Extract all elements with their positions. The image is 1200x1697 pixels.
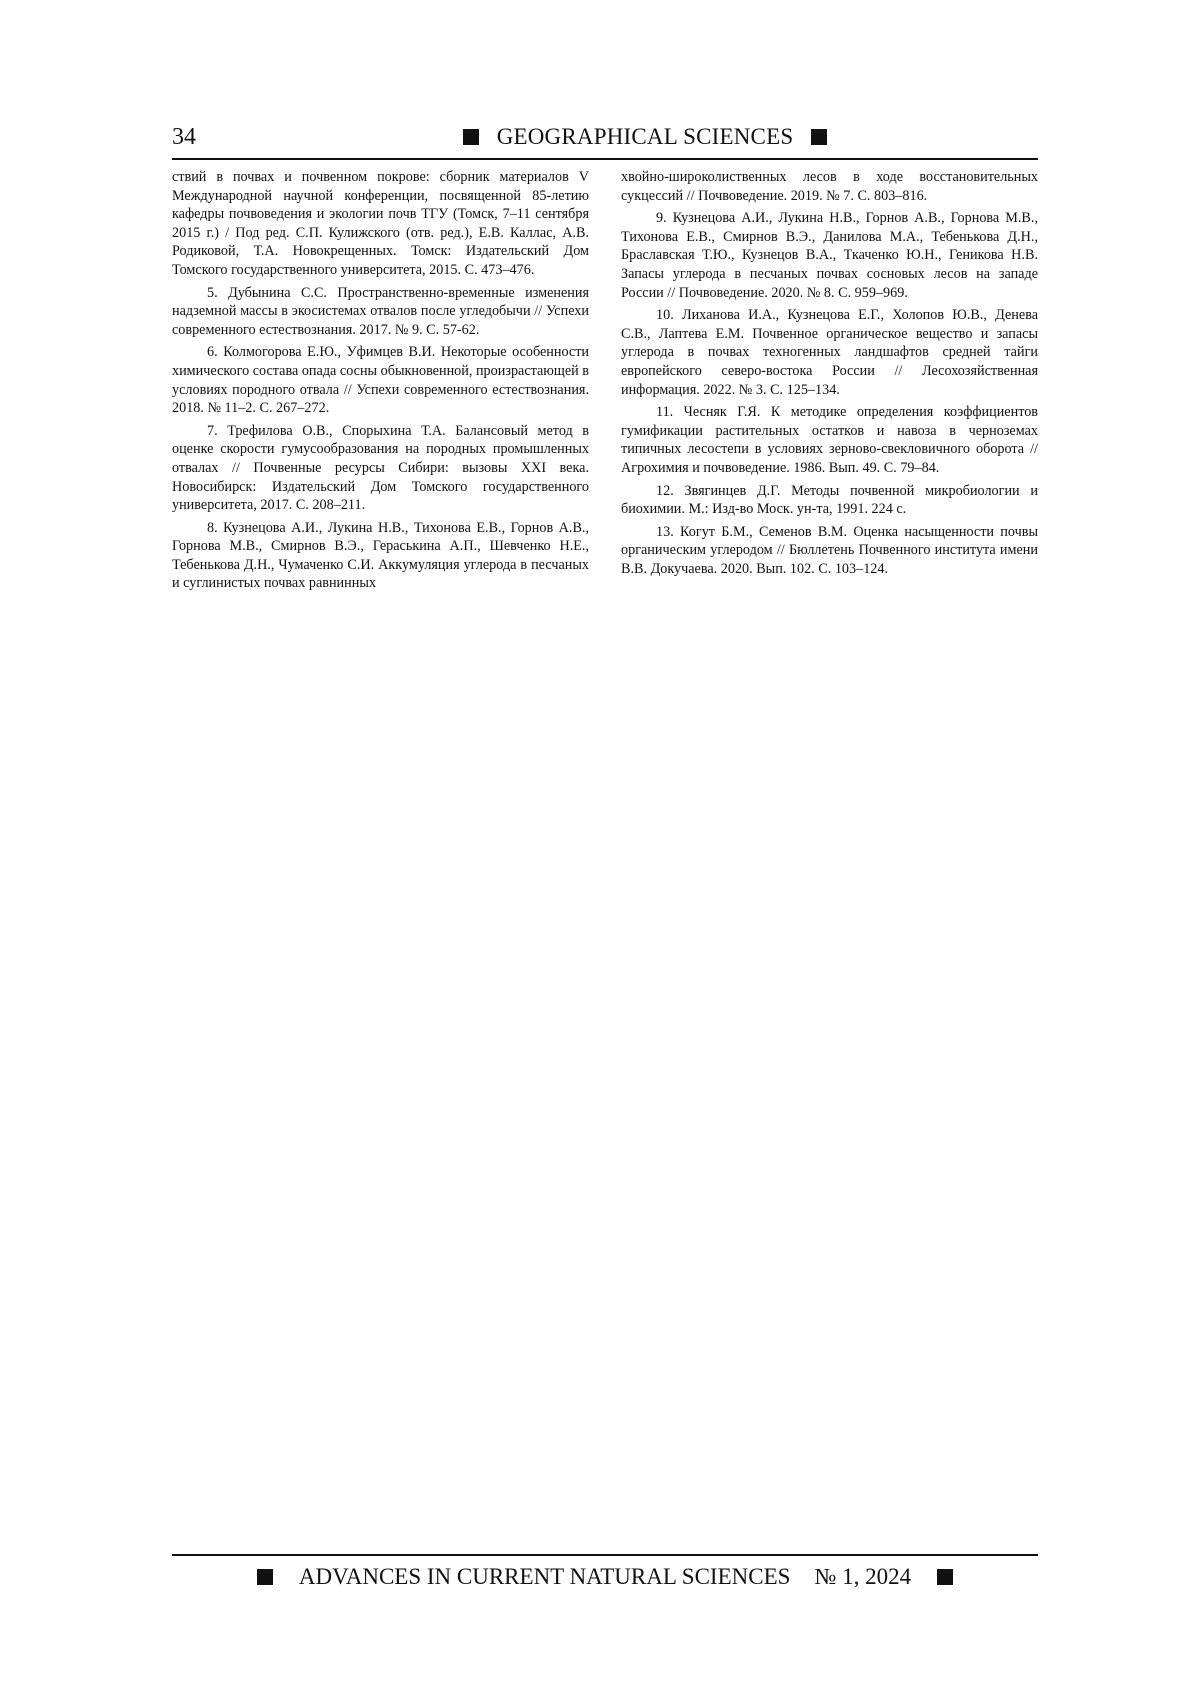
page-header — [172, 118, 1038, 160]
page-footer — [172, 1554, 1038, 1590]
journal-title: ADVANCES IN CURRENT NATURAL SCIENCES — [298, 1564, 791, 1589]
reference-item: 6. Колмогорова Е.Ю., Уфимцев В.И. Некоторые особенности химического состава опада сосны обыкновенной, произрастающей в условиях породного отвала // Успехи современного естествознания. 2018. № 11–2. С. 267–272. — [172, 344, 589, 417]
square-bullet-icon — [811, 129, 827, 145]
reference-item: 12. Звягинцев Д.Г. Методы почвенной микробиологии и биохимии. М.: Изд-во Моск. ун-та, 1991. 224 с. — [621, 482, 1038, 518]
reference-item: хвойно-широколиственных лесов в ходе восстановительных сукцессий // Почвоведение. 2019. № 7. С. 803–816. — [621, 169, 1038, 204]
page-number: 34 — [172, 124, 196, 150]
issue-number: № 1, 2024 — [814, 1564, 912, 1589]
right-column — [621, 168, 1038, 597]
running-head — [422, 124, 1038, 150]
footer-journal-line — [299, 1564, 911, 1590]
reference-item: 5. Дубынина С.С. Пространственно-временные изменения надземной массы в экосистемах отвалов после угледобычи // Успехи современного естествознания. 2017. № 9. С. 57-62. — [172, 284, 589, 338]
reference-item: 11. Чесняк Г.Я. К методике определения коэффициентов гумификации растительных остатков и навоза в черноземах типичных лесостепи в условиях зерново-свекловичного оборота // Агрохимия и почвоведение. 1986. Вып. 49. С. 79–84. — [621, 404, 1038, 476]
reference-item: 9. Кузнецова А.И., Лукина Н.В., Горнов А.В., Горнова М.В., Тихонова Е.В., Смирнов В.Э., Данилова М.А., Тебенькова Д.Н., Браславская Т.Ю., Кузнецов В.А., Ткаченко Ю.Н., Геникова Н.В. Запасы углерода в песчаных почвах сосновых лесов на западе России // Почвоведение. 2020. № 8. С. 959–969. — [621, 210, 1038, 301]
square-bullet-icon — [463, 129, 479, 145]
section-title: GEOGRAPHICAL SCIENCES — [496, 124, 794, 149]
reference-item: 7. Трефилова О.В., Спорыхина Т.А. Балансовый метод в оценке скорости гумусообразования на породных промышленных отвалах // Почвенные ресурсы Сибири: вызовы XXI века. Новосибирск: Издательский Дом Томского государственного университета, 2017. С. 208–211. — [172, 422, 589, 514]
reference-item: 10. Лиханова И.А., Кузнецова Е.Г., Холопов Ю.В., Денева С.В., Лаптева Е.М. Почвенное органическое вещество и запасы углерода в почвах техногенных ландшафтов средней тайги европейского северо-востока России // Лесохозяйственная информация. 2022. № 3. С. 125–134. — [621, 307, 1038, 398]
reference-item: ствий в почвах и почвенном покрове: сборник материалов V Международной научной конференции, посвященной 85-летию кафедры почвоведения и экологии почв ТГУ (Томск, 7–11 сентября 2015 г.) / Под ред. С.П. Кулижского (отв. ред.), Е.В. Каллас, А.В. Родиковой, Т.А. Новокрещенных. Томск: Издательский Дом Томского государственного университета, 2015. С. 473–476. — [172, 169, 589, 278]
left-column — [172, 168, 589, 597]
square-bullet-icon — [937, 1569, 953, 1585]
reference-item: 13. Когут Б.М., Семенов В.М. Оценка насыщенности почвы органическим углеродом // Бюллетень Почвенного института имени В.В. Докучаева. 2020. Вып. 102. С. 103–124. — [621, 523, 1038, 577]
reference-list — [172, 168, 1038, 597]
square-bullet-icon — [257, 1569, 273, 1585]
reference-item: 8. Кузнецова А.И., Лукина Н.В., Тихонова Е.В., Горнов А.В., Горнова М.В., Смирнов В.Э., Гераськина А.П., Шевченко Н.Е., Тебенькова Д.Н., Чумаченко С.И. Аккумуляция углерода в песчаных и суглинистых почвах равнинных — [172, 519, 589, 592]
